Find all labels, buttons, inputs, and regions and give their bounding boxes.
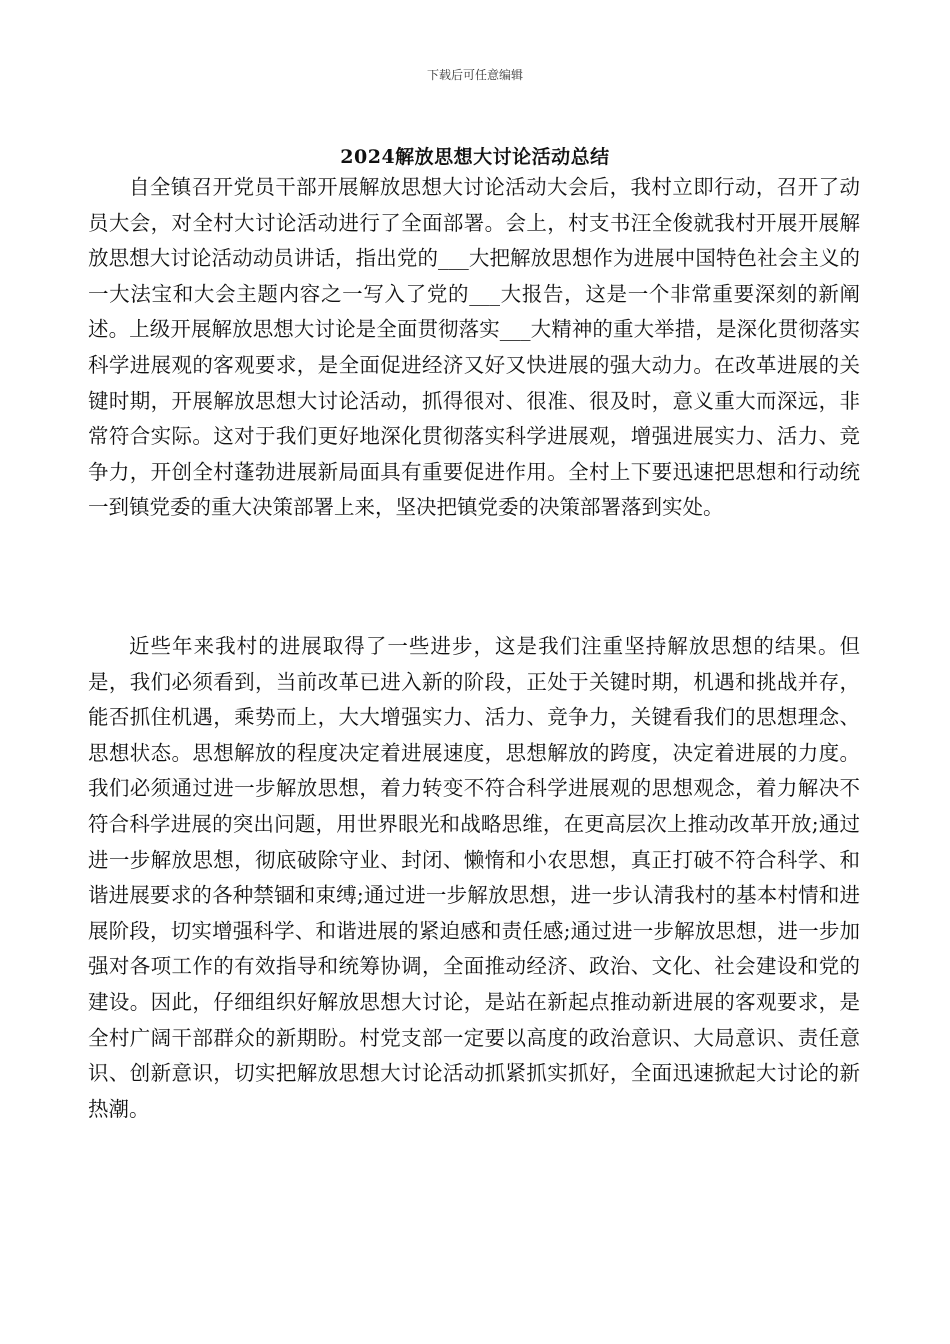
page-header-note: 下载后可任意编辑 [426, 68, 523, 82]
body-paragraph-2: 近些年来我村的进展取得了一些进步，这是我们注重坚持解放思想的结果。但是，我们必须看到，当前改革已进入新的阶段，正处于关键时期，机遇和挑战并存，能否抓住机遇，乘势而上，大大增强实力、活力、竞争力，关键看我们的思想理念、思想状态。思想解放的程度决定着进展速度，思想解放的跨度，决定着进展的力度。我们必须通过进一步解放思想，着力转变不符合科学进展观的思想观念，着力解决不符合科学进展的突出问题，用世界眼光和战略思维，在更高层次上推动改革开放;通过进一步解放思想，彻底破除守业、封闭、懒惰和小农思想，真正打破不符合科学、和谐进展要求的各种禁锢和束缚;通过进一步解放思想，进一步认清我村的基本村情和进展阶段，切实增强科学、和谐进展的紧迫感和责任感;通过进一步解放思想，进一步加强对各项工作的有效指导和统筹协调，全面推动经济、政治、文化、社会建设和党的建设。因此，仔细组织好解放思想大讨论，是站在新起点推动新进展的客观要求，是全村广阔干部群众的新期盼。村党支部一定要以高度的政治意识、大局意识、责任意识、创新意识，切实把解放思想大讨论活动抓紧抓实抓好，全面迅速掀起大讨论的新热潮。 [88, 634, 860, 1121]
body-paragraph-1: 自全镇召开党员干部开展解放思想大讨论活动大会后，我村立即行动，召开了动员大会，对全村大讨论活动进行了全面部署。会上，村支书汪全俊就我村开展开展解放思想大讨论活动动员讲话，指出党的___大把解放思想作为进展中国特色社会主义的一大法宝和大会主题内容之一写入了党的___大报告，这是一个非常重要深刻的新阐述。上级开展解放思想大讨论是全面贯彻落实___大精神的重大举措，是深化贯彻落实科学进展观的客观要求，是全面促进经济又好又快进展的强大动力。在改革进展的关键时期，开展解放思想大讨论活动，抓得很对、很准、很及时，意义重大而深远，非常符合实际。这对于我们更好地深化贯彻落实科学进展观，增强进展实力、活力、竞争力，开创全村蓬勃进展新局面具有重要促进作用。全村上下要迅速把思想和行动统一到镇党委的重大决策部署上来，坚决把镇党委的决策部署落到实处。 [88, 175, 860, 520]
document-title: 2024解放思想大讨论活动总结 [340, 146, 610, 168]
